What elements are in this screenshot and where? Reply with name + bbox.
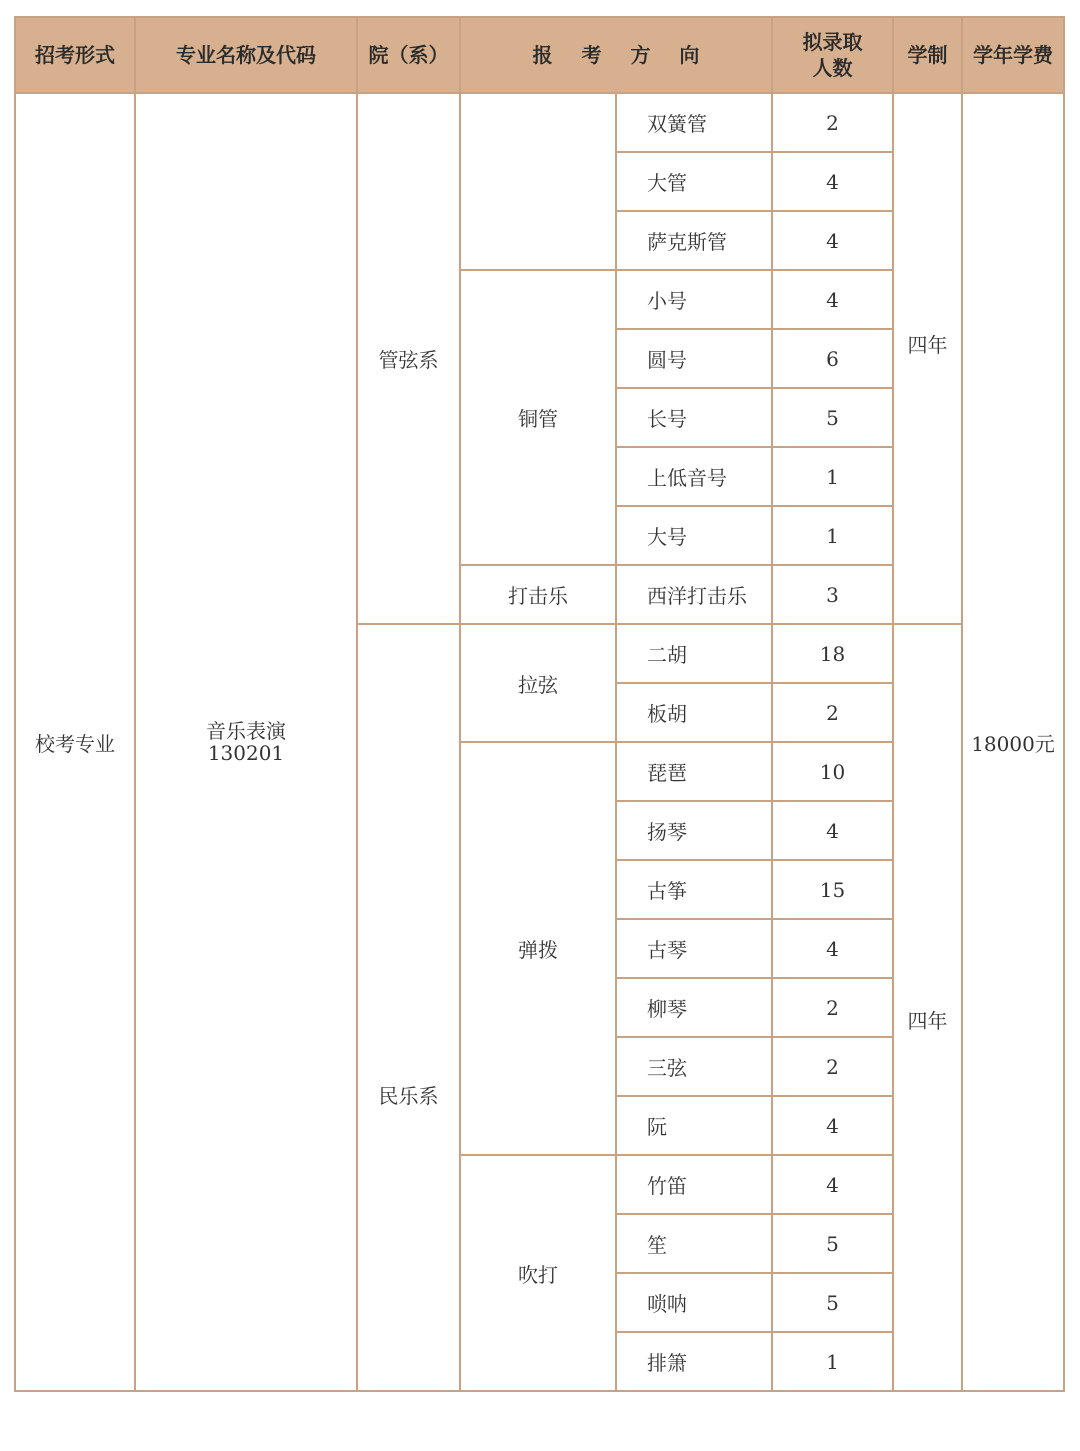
quota-cell: 1 [772,1332,893,1391]
quota-cell: 5 [772,1214,893,1273]
instrument-cell: 双簧管 [616,93,772,152]
header-tuition: 学年学费 [962,17,1064,93]
instrument-cell: 古琴 [616,919,772,978]
instrument-cell: 西洋打击乐 [616,565,772,624]
instrument-cell: 长号 [616,388,772,447]
header-duration: 学制 [893,17,962,93]
instrument-cell: 扬琴 [616,801,772,860]
quota-cell: 4 [772,270,893,329]
header-quota: 拟录取人数 [772,17,893,93]
major-name: 音乐表演 [206,719,286,743]
table-row [15,93,1064,152]
quota-cell: 4 [772,1096,893,1155]
instrument-cell: 板胡 [616,683,772,742]
quota-cell: 2 [772,93,893,152]
header-row [15,17,1064,93]
admissions-table [14,16,1065,1392]
instrument-cell: 大号 [616,506,772,565]
direction-group-cell: 拉弦 [460,624,616,742]
instrument-cell: 古筝 [616,860,772,919]
quota-cell: 5 [772,388,893,447]
quota-cell: 3 [772,565,893,624]
instrument-cell: 小号 [616,270,772,329]
quota-cell: 15 [772,860,893,919]
quota-cell: 4 [772,919,893,978]
direction-group-cell: 打击乐 [460,565,616,624]
duration-cell: 四年 [893,624,962,1391]
quota-cell: 6 [772,329,893,388]
quota-cell: 10 [772,742,893,801]
instrument-cell: 笙 [616,1214,772,1273]
instrument-cell: 上低音号 [616,447,772,506]
instrument-cell: 唢呐 [616,1273,772,1332]
quota-cell: 1 [772,447,893,506]
instrument-cell: 大管 [616,152,772,211]
instrument-cell: 柳琴 [616,978,772,1037]
direction-group-cell: 弹拨 [460,742,616,1155]
header-exam-form: 招考形式 [15,17,135,93]
tuition-cell: 18000元 [962,93,1064,1391]
direction-group-cell: 吹打 [460,1155,616,1391]
instrument-cell: 三弦 [616,1037,772,1096]
quota-cell: 2 [772,683,893,742]
direction-group-cell [460,93,616,270]
quota-cell: 4 [772,152,893,211]
quota-cell: 1 [772,506,893,565]
header-department: 院（系） [357,17,460,93]
header-major: 专业名称及代码 [135,17,357,93]
quota-cell: 18 [772,624,893,683]
department-cell: 管弦系 [357,93,460,624]
quota-cell: 4 [772,801,893,860]
quota-cell: 5 [772,1273,893,1332]
department-cell: 民乐系 [357,624,460,1391]
instrument-cell: 排箫 [616,1332,772,1391]
table-body [15,93,1064,1391]
instrument-cell: 琵琶 [616,742,772,801]
instrument-cell: 竹笛 [616,1155,772,1214]
quota-cell: 4 [772,211,893,270]
instrument-cell: 圆号 [616,329,772,388]
instrument-cell: 阮 [616,1096,772,1155]
header-direction: 报 考 方 向 [460,17,772,93]
exam-form-cell: 校考专业 [15,93,135,1391]
major-code: 130201 [207,741,285,765]
instrument-cell: 二胡 [616,624,772,683]
instrument-cell: 萨克斯管 [616,211,772,270]
direction-group-cell: 铜管 [460,270,616,565]
quota-cell: 2 [772,1037,893,1096]
duration-cell: 四年 [893,93,962,624]
quota-cell: 2 [772,978,893,1037]
quota-cell: 4 [772,1155,893,1214]
major-cell [135,93,357,1391]
